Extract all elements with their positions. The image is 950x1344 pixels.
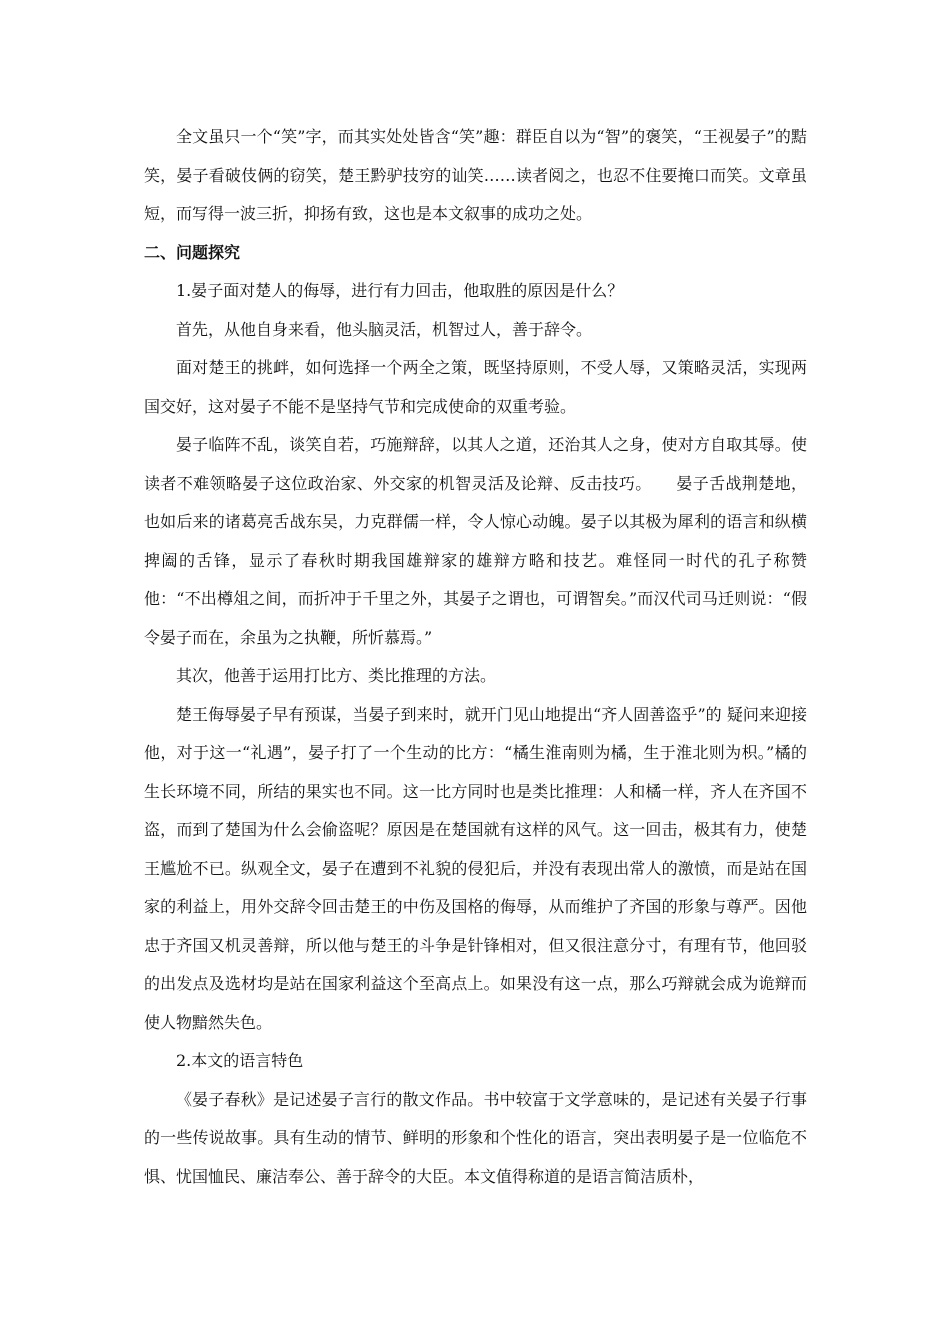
paragraph-language-features: 《晏子春秋》是记述晏子言行的散文作品。书中较富于文学意味的，是记述有关晏子行事的一些传说故事。具有生动的情节、鲜明的形象和个性化的语言，突出表明晏子是一位临危不惧、忧国恤民、廉洁奉公、善于辞令的大臣。本文值得称道的是语言简洁质朴， bbox=[144, 1089, 807, 1186]
paragraph-orange-analogy: 楚王侮辱晏子早有预谋，当晏子到来时，就开门见山地提出“齐人固善盗乎”的 疑问来迎接他，对于这一“礼遇”，晏子打了一个生动的比方：“橘生淮南则为橘，生于淮北则为枳。”橘的生长环境不同，所结的果实也不同。这一比方同时也是类比推理：人和橘一样，齐人在齐国不盗，而到了楚国为什么会偷盗呢？原因是在楚国就有这样的风气。这一回击，极其有力，使楚王尴尬不已。纵观全文，晏子在遭到不礼貌的侵犯后，并没有表现出常人的激愤，而是站在国家的利益上，用外交辞令回击楚王的中伤及国格的侮辱，从而维护了齐国的形象与尊严。因他忠于齐国又机灵善辩，所以他与楚王的斗争是针锋相对，但又很注意分寸，有理有节，他回驳的出发点及选材均是站在国家利益这个至高点上。如果没有这一点，那么巧辩就会成为诡辩而使人物黯然失色。 bbox=[144, 704, 807, 1032]
document-page bbox=[144, 118, 807, 1196]
paragraph-first-reason: 首先，从他自身来看，他头脑灵活，机智过人，善于辞令。 bbox=[176, 319, 593, 339]
paragraph-challenge: 面对楚王的挑衅，如何选择一个两全之策，既坚持原则，不受人辱，又策略灵活，实现两国交好，这对晏子不能不是坚持气节和完成使命的双重考验。 bbox=[144, 358, 807, 416]
section-heading-question-inquiry: 二、问题探究 bbox=[144, 242, 241, 262]
question-1-heading: 1.晏子面对楚人的侮辱，进行有力回击，他取胜的原因是什么？ bbox=[176, 281, 624, 300]
question-2-heading: 2.本文的语言特色 bbox=[176, 1051, 304, 1070]
paragraph-second-reason: 其次，他善于运用打比方、类比推理的方法。 bbox=[176, 666, 497, 685]
paragraph-debate-skill: 晏子临阵不乱，谈笑自若，巧施辩辞，以其人之道，还治其人之身，使对方自取其辱。使读者不难领略晏子这位政治家、外交家的机智灵活及论辩、反击技巧。 晏子舌战荆楚地，也如后来的诸葛亮舌战东吴，力克群儒一样，令人惊心动魄。晏子以其极为犀利的语言和纵横捭阖的舌锋，显示了春秋时期我国雄辩家的雄辩方略和技艺。难怪同一时代的孔子称赞他：“不出樽俎之间，而折冲于千里之外，其晏子之谓也，可谓智矣。”而汉代司马迁则说：“假令晏子而在，余虽为之执鞭，所忻慕焉。” bbox=[144, 435, 807, 647]
paragraph-laughter-summary: 全文虽只一个“笑”字，而其实处处皆含“笑”趣：群臣自以为“智”的褒笑，“王视晏子”的黠笑，晏子看破伎俩的窃笑，楚王黔驴技穷的讪笑……读者阅之，也忍不住要掩口而笑。文章虽短，而写得一波三折，抑扬有致，这也是本文叙事的成功之处。 bbox=[144, 127, 807, 223]
